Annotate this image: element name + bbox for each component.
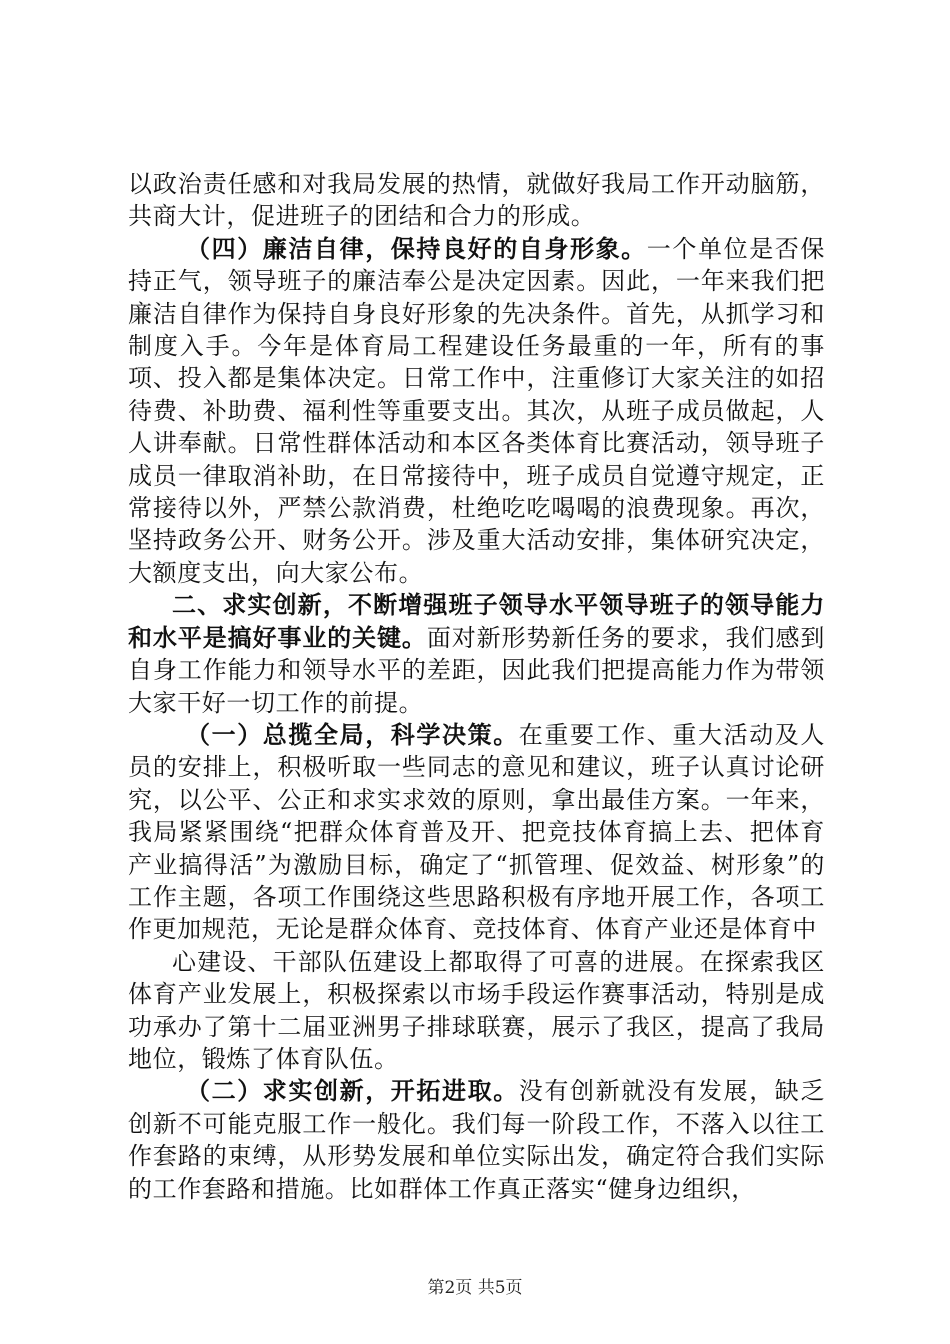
paragraph-section-1 [128,719,825,946]
paragraph-text: 没有创新就没有发展，缺乏创新不可能克服工作一般化。我们每一阶段工作，不落入以往工作套路的束缚，从形势发展和单位实际出发，确定符合我们实际的工作套路和措施。比如群体工作真正落实“健身边组织， [128,1077,825,1203]
section-heading: （四）廉洁自律，保持良好的自身形象。 [186,233,647,263]
section-heading: （一）总揽全局，科学决策。 [186,719,519,749]
paragraph-text: 以政治责任感和对我局发展的热情，就做好我局工作开动脑筋，共商大计，促进班子的团结和合力的形成。 [128,170,825,231]
paragraph-section-2 [128,1075,825,1205]
paragraph-section-4 [128,233,825,589]
paragraph-continuation-2 [128,946,825,1076]
paragraph-text: 在重要工作、重大活动及人员的安排上，积极听取一些同志的意见和建议，班子认真讨论研究，以公平、公正和求实求效的原则，拿出最佳方案。一年来，我局紧紧围绕“把群众体育普及开、把竞技体育搞上去、把体育产业搞得活”为激励目标，确定了“抓管理、促效益、树形象”的工作主题，各项工作围绕这些思路积极有序地开展工作，各项工作更加规范，无论是群众体育、竞技体育、体育产业还是体育中 [128,720,825,944]
paragraph-part-2 [128,589,825,719]
document-body [128,168,825,1205]
part-heading: 二、求实创新，不断增强班子领导水平领导班子的领导能力和水平是搞好事业的关键。 [128,590,825,652]
paragraph-continuation [128,168,825,233]
paragraph-text: 心建设、干部队伍建设上都取得了可喜的进展。在探索我区体育产业发展上，积极探索以市场手段运作赛事活动，特别是成功承办了第十二届亚洲男子排球联赛，展示了我区，提高了我局地位，锻炼了体育队伍。 [128,947,825,1073]
paragraph-text: 面对新形势新任务的要求，我们感到自身工作能力和领导水平的差距，因此我们把提高能力作为带领大家干好一切工作的前提。 [128,623,825,717]
page-footer: 第2页 共5页 [427,1278,523,1298]
paragraph-text: 一个单位是否保持正气，领导班子的廉洁奉公是决定因素。因此，一年来我们把廉洁自律作为保持自身良好形象的先决条件。首先，从抓学习和制度入手。今年是体育局工程建设任务最重的一年，所有的事项、投入都是集体决定。日常工作中，注重修订大家关注的如招待费、补助费、福利性等重要支出。其次，从班子成员做起，人人讲奉献。日常性群体活动和本区各类体育比赛活动，领导班子成员一律取消补助，在日常接待中，班子成员自觉遵守规定，正常接待以外，严禁公款消费，杜绝吃吃喝喝的浪费现象。再次，坚持政务公开、财务公开。涉及重大活动安排，集体研究决定，大额度支出，向大家公布。 [128,234,825,587]
section-heading: （二）求实创新，开拓进取。 [186,1076,519,1106]
